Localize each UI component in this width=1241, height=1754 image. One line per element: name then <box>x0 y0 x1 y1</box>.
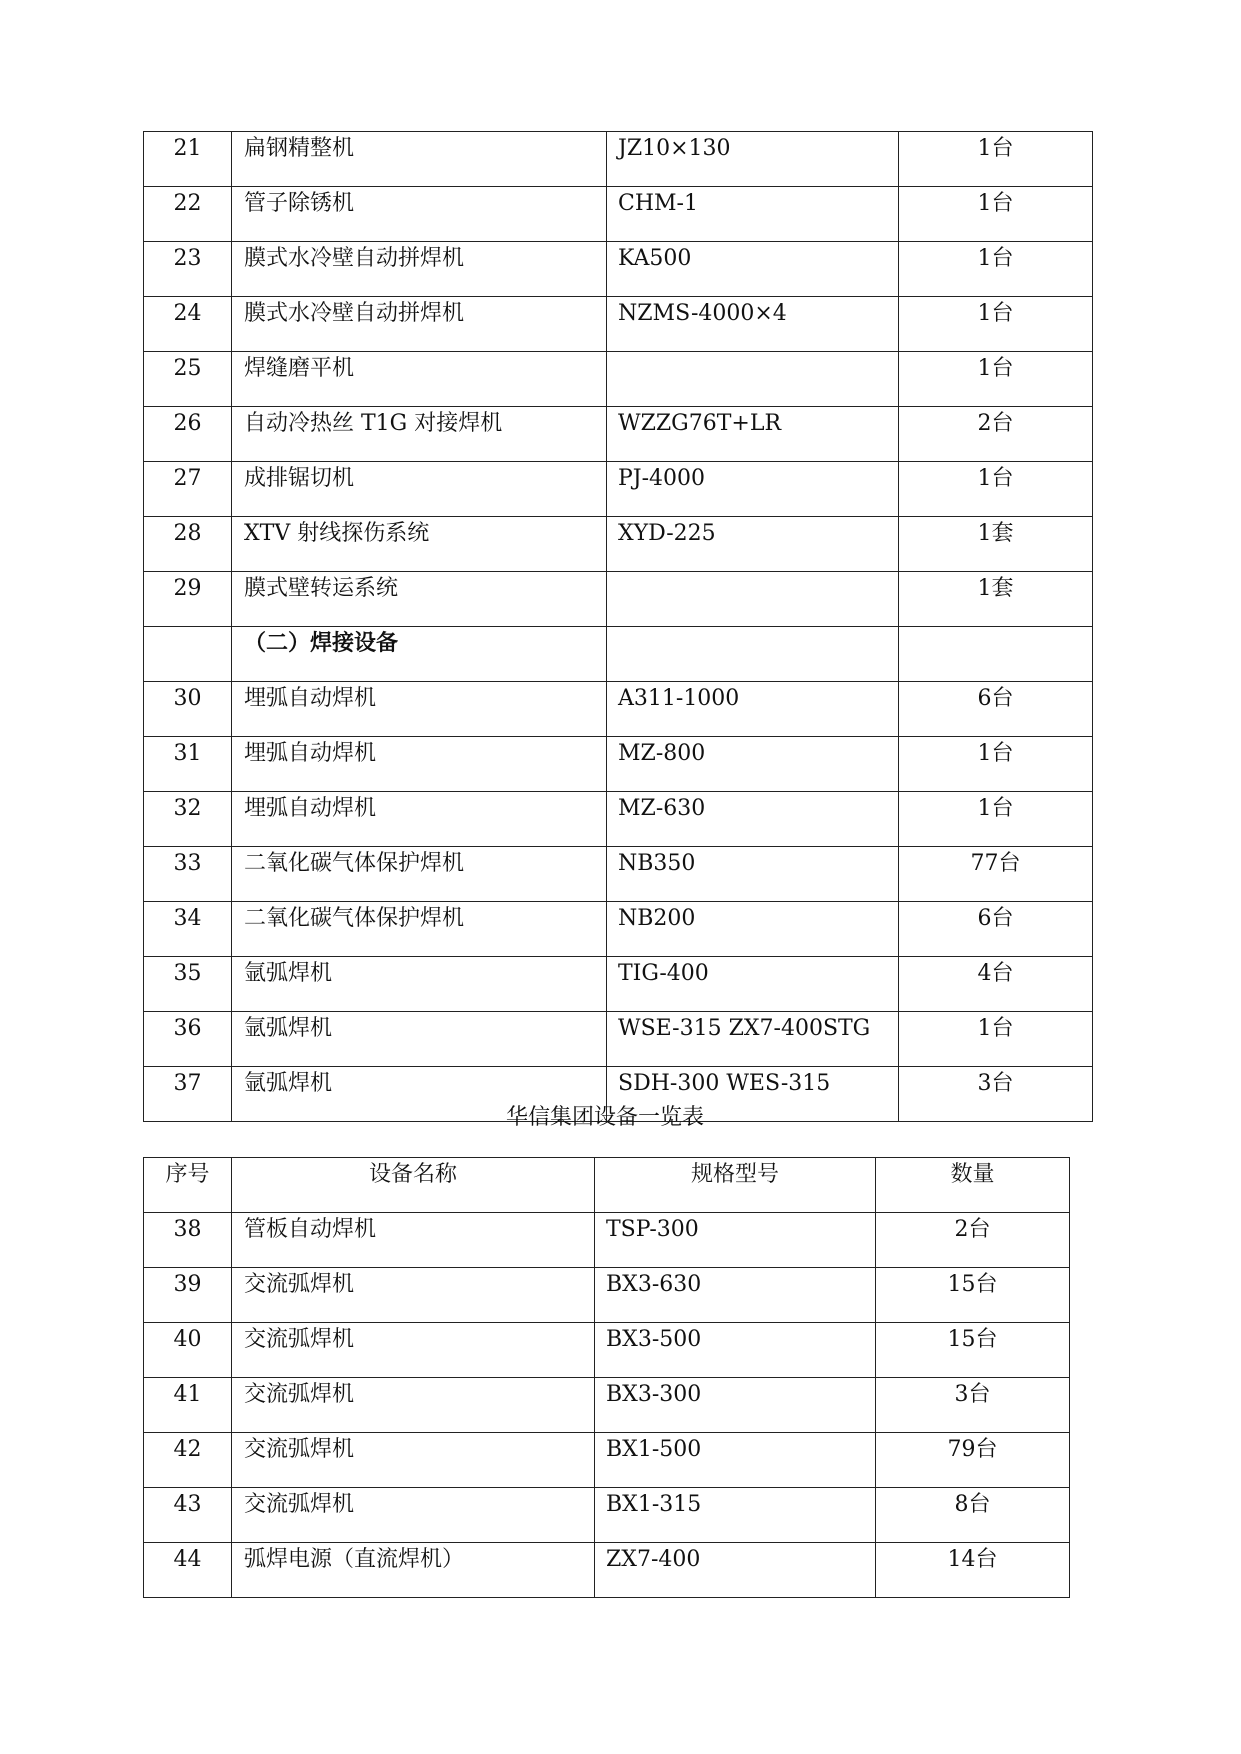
row-number: 27 <box>144 462 232 517</box>
row-quantity: 77台 <box>899 847 1093 902</box>
row-number: 26 <box>144 407 232 462</box>
row-number: 30 <box>144 682 232 737</box>
table-row <box>144 187 1093 242</box>
row-number: 29 <box>144 572 232 627</box>
header-number: 序号 <box>144 1158 232 1213</box>
row-number: 43 <box>144 1488 232 1543</box>
row-specification: BX1-315 <box>595 1488 876 1543</box>
row-specification: NB350 <box>607 847 899 902</box>
row-number: 42 <box>144 1433 232 1488</box>
row-specification: CHM-1 <box>607 187 899 242</box>
table-row <box>144 1213 1070 1268</box>
row-equipment-name: 氩弧焊机 <box>232 957 607 1012</box>
row-number: 23 <box>144 242 232 297</box>
section-heading: （二）焊接设备 <box>232 627 607 682</box>
row-specification: BX3-630 <box>595 1268 876 1323</box>
row-specification: BX1-500 <box>595 1433 876 1488</box>
row-specification: MZ-800 <box>607 737 899 792</box>
header-quantity: 数量 <box>876 1158 1070 1213</box>
row-quantity: 3台 <box>876 1378 1070 1433</box>
row-number: 36 <box>144 1012 232 1067</box>
row-equipment-name: 成排锯切机 <box>232 462 607 517</box>
row-number: 33 <box>144 847 232 902</box>
table-row <box>144 517 1093 572</box>
row-equipment-name: 埋弧自动焊机 <box>232 792 607 847</box>
table-row <box>144 1543 1070 1598</box>
row-quantity: 1台 <box>899 297 1093 352</box>
row-number: 22 <box>144 187 232 242</box>
row-equipment-name: 二氧化碳气体保护焊机 <box>232 847 607 902</box>
row-equipment-name: 交流弧焊机 <box>232 1268 595 1323</box>
row-number <box>144 627 232 682</box>
row-quantity: 15台 <box>876 1323 1070 1378</box>
row-number: 44 <box>144 1543 232 1598</box>
row-number: 34 <box>144 902 232 957</box>
table-row <box>144 1323 1070 1378</box>
row-specification: XYD-225 <box>607 517 899 572</box>
table-row <box>144 1012 1093 1067</box>
row-equipment-name: 埋弧自动焊机 <box>232 682 607 737</box>
row-number: 39 <box>144 1268 232 1323</box>
row-specification <box>607 352 899 407</box>
row-equipment-name: 膜式壁转运系统 <box>232 572 607 627</box>
row-specification <box>607 572 899 627</box>
row-equipment-name: 氩弧焊机 <box>232 1012 607 1067</box>
table-row <box>144 1433 1070 1488</box>
row-number: 37 <box>144 1067 232 1122</box>
row-number: 40 <box>144 1323 232 1378</box>
row-specification: NZMS-4000×4 <box>607 297 899 352</box>
row-quantity: 1台 <box>899 187 1093 242</box>
row-quantity: 1台 <box>899 1012 1093 1067</box>
row-specification: ZX7-400 <box>595 1543 876 1598</box>
table-row <box>144 242 1093 297</box>
row-equipment-name: 交流弧焊机 <box>232 1378 595 1433</box>
row-specification: BX3-500 <box>595 1323 876 1378</box>
row-quantity: 1套 <box>899 572 1093 627</box>
equipment-table-body <box>144 1158 1070 1598</box>
row-equipment-name: 焊缝磨平机 <box>232 352 607 407</box>
row-equipment-name: 弧焊电源（直流焊机） <box>232 1543 595 1598</box>
equipment-table-body <box>144 132 1093 1122</box>
row-quantity: 79台 <box>876 1433 1070 1488</box>
row-quantity: 14台 <box>876 1543 1070 1598</box>
table-row <box>144 132 1093 187</box>
row-number: 35 <box>144 957 232 1012</box>
table-row <box>144 1268 1070 1323</box>
row-equipment-name: 交流弧焊机 <box>232 1488 595 1543</box>
row-specification <box>607 627 899 682</box>
row-number: 28 <box>144 517 232 572</box>
row-equipment-name: 膜式水冷壁自动拼焊机 <box>232 242 607 297</box>
row-number: 24 <box>144 297 232 352</box>
row-quantity: 6台 <box>899 682 1093 737</box>
row-quantity: 1台 <box>899 737 1093 792</box>
table-row <box>144 407 1093 462</box>
row-quantity: 3台 <box>899 1067 1093 1122</box>
table-row <box>144 572 1093 627</box>
row-number: 38 <box>144 1213 232 1268</box>
row-specification: TIG-400 <box>607 957 899 1012</box>
row-equipment-name: 扁钢精整机 <box>232 132 607 187</box>
header-equipment-name: 设备名称 <box>232 1158 595 1213</box>
row-equipment-name: 管板自动焊机 <box>232 1213 595 1268</box>
row-number: 21 <box>144 132 232 187</box>
row-quantity: 8台 <box>876 1488 1070 1543</box>
row-specification: BX3-300 <box>595 1378 876 1433</box>
table-row <box>144 847 1093 902</box>
row-quantity: 6台 <box>899 902 1093 957</box>
row-quantity: 15台 <box>876 1268 1070 1323</box>
equipment-table-continued <box>143 131 1093 1122</box>
row-specification: WSE-315 ZX7-400STG <box>607 1012 899 1067</box>
table-row <box>144 957 1093 1012</box>
row-number: 32 <box>144 792 232 847</box>
row-number: 25 <box>144 352 232 407</box>
row-equipment-name: 膜式水冷壁自动拼焊机 <box>232 297 607 352</box>
row-specification: JZ10×130 <box>607 132 899 187</box>
row-quantity: 1台 <box>899 792 1093 847</box>
row-quantity: 1台 <box>899 132 1093 187</box>
table-row <box>144 1378 1070 1433</box>
document-title: 华信集团设备一览表 <box>505 1105 704 1130</box>
row-specification: NB200 <box>607 902 899 957</box>
row-quantity <box>899 627 1093 682</box>
table-row <box>144 792 1093 847</box>
row-equipment-name: 自动冷热丝 T1G 对接焊机 <box>232 407 607 462</box>
row-specification: WZZG76T+LR <box>607 407 899 462</box>
table-row <box>144 737 1093 792</box>
row-equipment-name: 管子除锈机 <box>232 187 607 242</box>
table-row <box>144 682 1093 737</box>
row-equipment-name: 交流弧焊机 <box>232 1323 595 1378</box>
section-heading-row <box>144 627 1093 682</box>
row-specification: SDH-300 WES-315 <box>607 1067 899 1122</box>
row-equipment-name: 交流弧焊机 <box>232 1433 595 1488</box>
row-quantity: 1台 <box>899 242 1093 297</box>
row-quantity: 2台 <box>876 1213 1070 1268</box>
row-specification: TSP-300 <box>595 1213 876 1268</box>
table-row <box>144 462 1093 517</box>
row-quantity: 2台 <box>899 407 1093 462</box>
table-row <box>144 297 1093 352</box>
row-specification: A311-1000 <box>607 682 899 737</box>
table-row <box>144 902 1093 957</box>
table-header-row <box>144 1158 1070 1213</box>
row-quantity: 1套 <box>899 517 1093 572</box>
table-row <box>144 1488 1070 1543</box>
row-number: 41 <box>144 1378 232 1433</box>
equipment-table <box>143 1157 1070 1598</box>
row-number: 31 <box>144 737 232 792</box>
row-quantity: 1台 <box>899 352 1093 407</box>
row-quantity: 4台 <box>899 957 1093 1012</box>
row-specification: PJ-4000 <box>607 462 899 517</box>
row-quantity: 1台 <box>899 462 1093 517</box>
row-equipment-name: 二氧化碳气体保护焊机 <box>232 902 607 957</box>
row-equipment-name: 氩弧焊机 <box>232 1067 607 1122</box>
row-equipment-name: XTV 射线探伤系统 <box>232 517 607 572</box>
table-row <box>144 352 1093 407</box>
row-equipment-name: 埋弧自动焊机 <box>232 737 607 792</box>
header-specification: 规格型号 <box>595 1158 876 1213</box>
row-specification: KA500 <box>607 242 899 297</box>
row-specification: MZ-630 <box>607 792 899 847</box>
